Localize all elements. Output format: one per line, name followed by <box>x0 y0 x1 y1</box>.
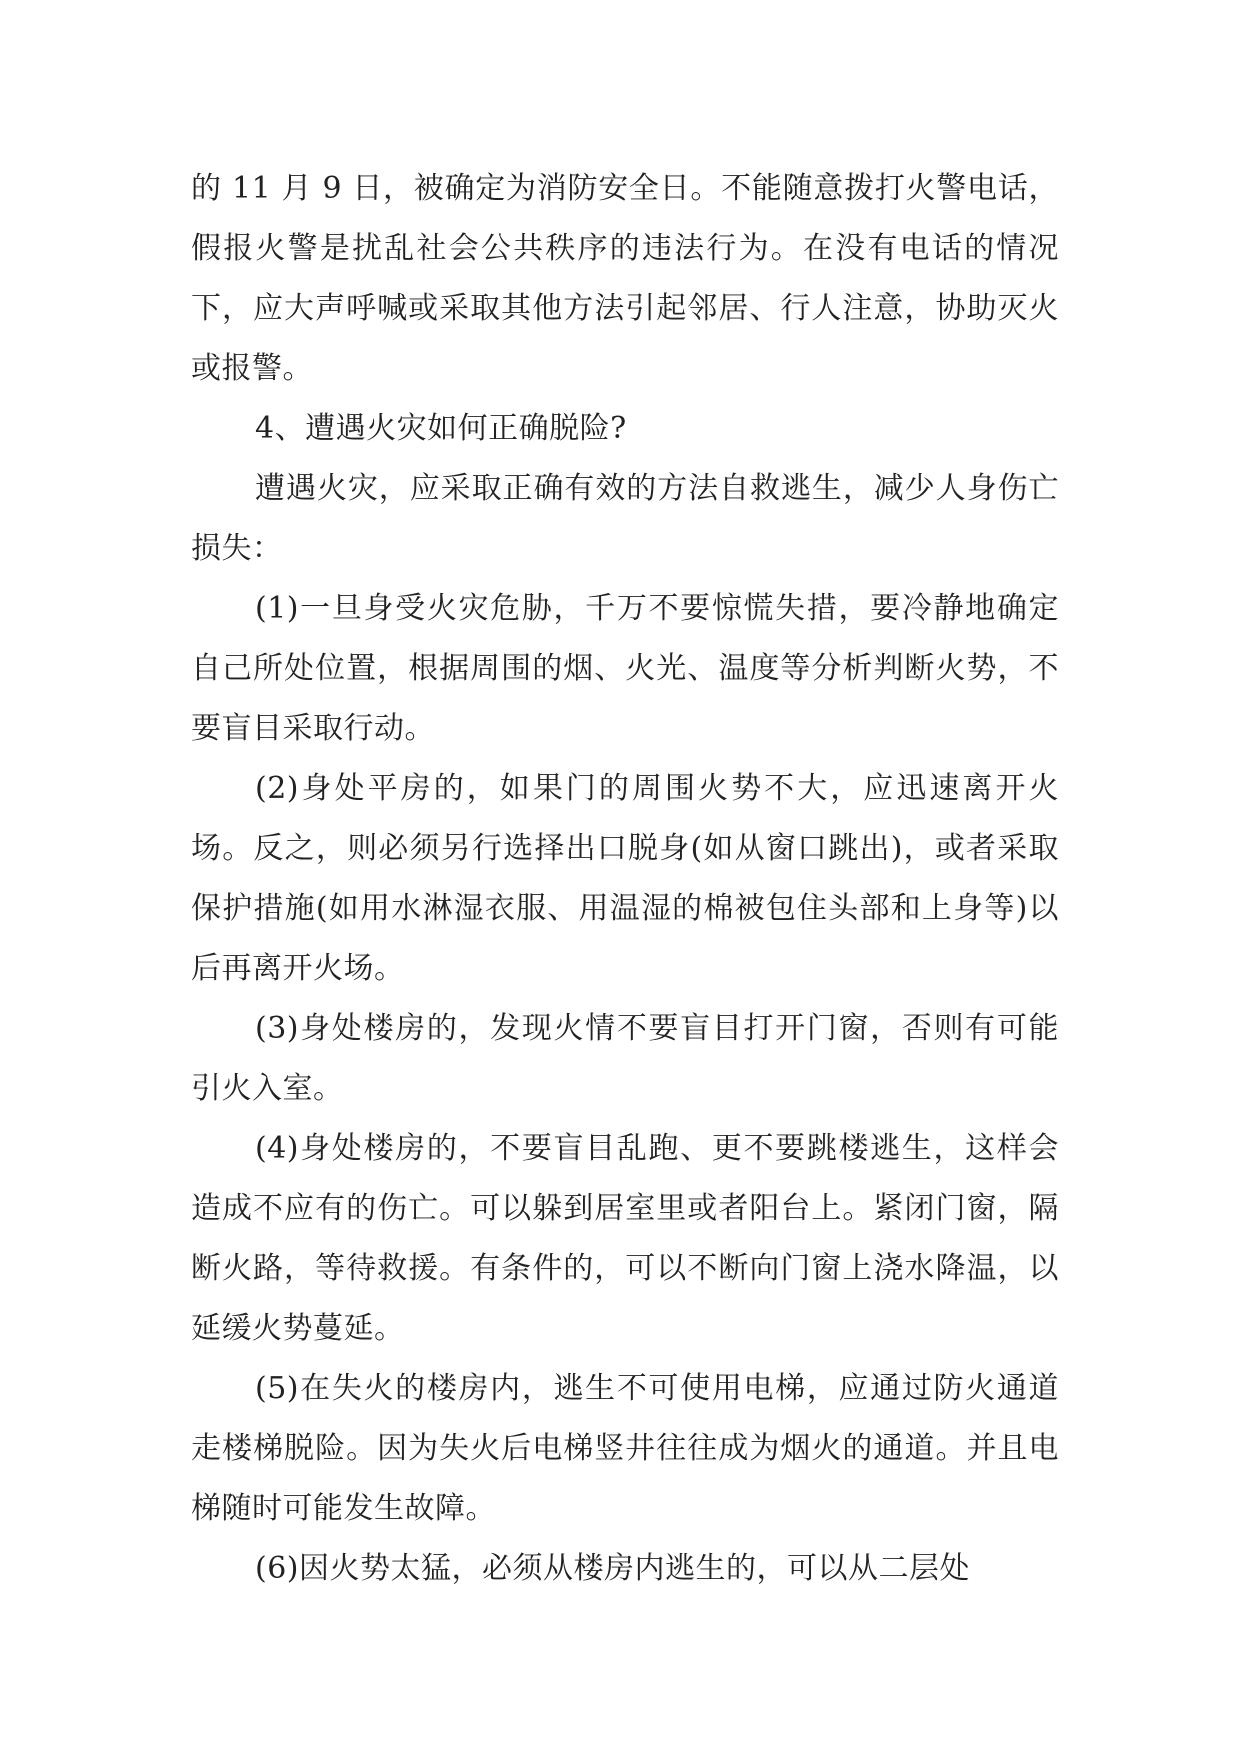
list-item-5: (5)在失火的楼房内，逃生不可使用电梯，应通过防火通道走楼梯脱险。因为失火后电梯竖井往往成为烟火的通道。并且电梯随时可能发生故障。 <box>191 1371 1059 1526</box>
list-item-4: (4)身处楼房的，不要盲目乱跑、更不要跳楼逃生，这样会造成不应有的伤亡。可以躲到居室里或者阳台上。紧闭门窗，隔断火路，等待救援。有条件的，可以不断向门窗上浇水降温，以延缓火势蔓延。 <box>191 1131 1059 1346</box>
list-item-6: (6)因火势太猛，必须从楼房内逃生的，可以从二层处 <box>255 1551 970 1586</box>
section-heading-escape: 4、遭遇火灾如何正确脱险? <box>255 411 627 446</box>
paragraph-fire-day: 的 11 月 9 日，被确定为消防安全日。不能随意拨打火警电话，假报火警是扰乱社会公共秩序的违法行为。在没有电话的情况下，应大声呼喊或采取其他方法引起邻居、行人注意，协助灭火或报警。 <box>191 171 1059 386</box>
list-item-2: (2)身处平房的，如果门的周围火势不大，应迅速离开火场。反之，则必须另行选择出口脱身(如从窗口跳出)，或者采取保护措施(如用水淋湿衣服、用温湿的棉被包住头部和上身等)以后再离开火场。 <box>191 771 1059 986</box>
list-item-3: (3)身处楼房的，发现火情不要盲目打开门窗，否则有可能引火入室。 <box>191 1011 1059 1106</box>
paragraph-escape-intro: 遭遇火灾，应采取正确有效的方法自救逃生，减少人身伤亡损失： <box>191 471 1059 566</box>
document-body <box>191 159 1059 1599</box>
list-item-1: (1)一旦身受火灾危胁，千万不要惊慌失措，要冷静地确定自己所处位置，根据周围的烟、火光、温度等分析判断火势，不要盲目采取行动。 <box>191 591 1059 746</box>
